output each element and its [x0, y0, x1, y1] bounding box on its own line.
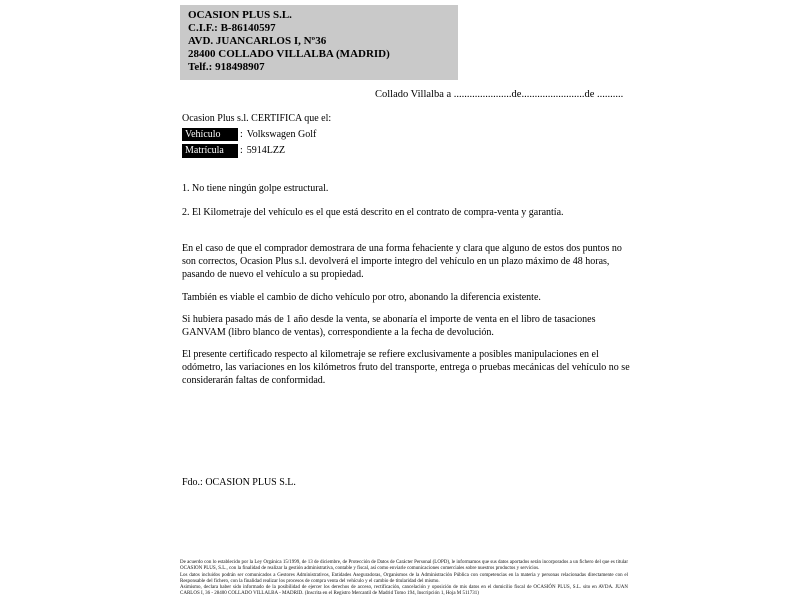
certify-point-1: 1. No tiene ningún golpe estructural.: [182, 182, 329, 194]
company-address: AVD. JUANCARLOS I, Nº36: [188, 34, 327, 47]
plate-label: Matrícula: [182, 144, 238, 157]
paragraph-refund: En el caso de que el comprador demostrara de una forma fehaciente y clara que alguno de estos dos puntos no son correctos, Ocasion Plus s.l. devolverá el importe integro del vehículo en un plazo máximo de 48 horas, pasando de nuevo el vehículo a su propiedad.: [182, 242, 622, 281]
paragraph-exchange: También es viable el cambio de dicho vehículo por otro, abonando la diferencia existente.: [182, 291, 541, 303]
legal-line-2: Los datos incluidos podrán ser comunicados a Gestores Administrativos, Entidades Aseguradoras, Organismos de la Administración Pública con competencias en la materia y personas relacionadas directamente con el Responsable del fichero, con la finalidad realizar los procesos de compra venta del vehículo y el cambio de titularidad del mismo.: [180, 572, 628, 584]
company-cif: C.I.F.: B-86140597: [188, 21, 276, 34]
date-line: Collado Villalba a ......................de........................de ..........: [375, 89, 624, 100]
vehicle-row: [182, 128, 630, 141]
legal-line-3: Asimismo, declara haber sido informado de la posibilidad de ejercer los derechos de acceso, rectificación, cancelación y oposición de mis datos en el domicilio fiscal de OCASIÓN PLUS, S.L. sito en AVDA. JUAN CARLOS I, 36 - 28400 COLLADO VILLALBA - MADRID. (Inscrita en el Registro Mercantil de Madrid Tomo 194, Inscripción 1, Hoja M 511731): [180, 585, 628, 597]
company-header: [180, 5, 458, 80]
legal-footer: [180, 560, 628, 598]
certify-line: Ocasion Plus s.l. CERTIFICA que el:: [182, 113, 332, 124]
plate-separator: :: [240, 145, 243, 157]
legal-line-1: De acuerdo con lo establecido por la Ley Orgánica 15/1999, de 13 de diciembre, de Protección de Datos de Carácter Personal (LOPD), le informamos que sus datos aportados serán incorporados a un fichero del que es titular OCASION PLUS, S.L., con la finalidad de realizar la gestión administrativa, contable y fiscal, así como enviarle comunicaciones comerciales sobre nuestros productos y servicios.: [180, 560, 628, 572]
signature-line: Fdo.: OCASION PLUS S.L.: [182, 477, 296, 488]
vehicle-separator: :: [240, 129, 243, 141]
certify-point-2: 2. El Kilometraje del vehículo es el que está descrito en el contrato de compra-venta y garantía.: [182, 206, 564, 218]
vehicle-value: Volkswagen Golf: [246, 129, 317, 141]
company-phone: Telf.: 918498907: [188, 60, 265, 73]
document-body: [182, 112, 630, 388]
plate-value: 5914LZZ: [246, 145, 286, 157]
company-name: OCASION PLUS S.L.: [188, 9, 292, 21]
plate-row: [182, 144, 630, 157]
paragraph-odometer: El presente certificado respecto al kilometraje se refiere exclusivamente a posibles manipulaciones en el odómetro, las variaciones en los kilómetros fruto del transporte, entrega o pruebas mecánicas del vehículo no se considerarán faltas de conformidad.: [182, 349, 630, 387]
paragraph-ganvam: Si hubiera pasado más de 1 año desde la venta, se abonaría el importe de venta en el libro de tasaciones GANVAM (libro blanco de ventas), correspondiente a la fecha de devolución.: [182, 313, 596, 338]
company-city: 28400 COLLADO VILLALBA (MADRID): [188, 47, 390, 60]
vehicle-label: Vehículo: [182, 128, 238, 141]
